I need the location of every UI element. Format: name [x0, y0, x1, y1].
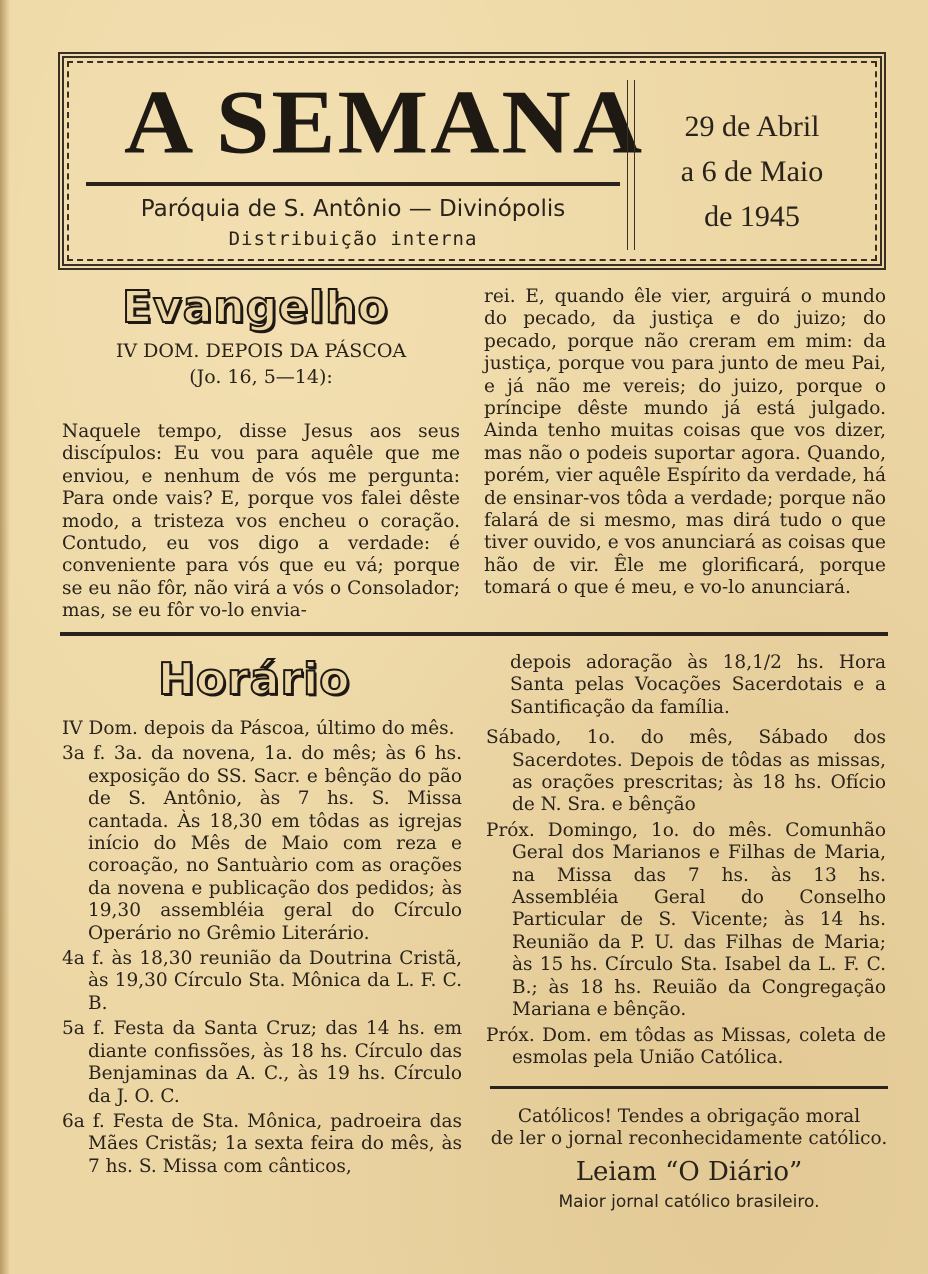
schedule-entry: Próx. Dom. em tôdas as Missas, coleta de esmolas pela União Católica.	[486, 1024, 886, 1068]
schedule-entry: 5a f. Festa da Santa Cruz; das 14 hs. em diante confissões, às 18 hs. Círculo das Benjaminas da A. C., às 19 hs. Círculo da J. O. C.	[62, 1018, 462, 1107]
date-line-2: a 6 de Maio	[680, 155, 824, 188]
gospel-text-right: rei. E, quando êle vier, arguirá o mundo do pecado, da justiça e do juizo; do pecado, porque não creram em mim: da justiça, porque vou para junto de meu Pai, e já não me vereis; do juizo, porque o príncipe dêste mundo já está julgado. Ainda tenho muitas coisas que vos dizer, mas não o podeis suportar agora. Quando, porém, vier aquêle Espírito da verdade, há de ensinar-vos tôda a verdade; porque não falará de si mesmo, mas dirá tudo o que tiver ouvido, e vos anunciará as coisas que hão de vir. Êle me glorificará, porque tomará o que é meu, e vo-lo anunciará.	[484, 286, 886, 599]
newspaper-title: A SEMANA	[124, 70, 645, 173]
schedule-entry: 3a f. 3a. da novena, 1a. do mês; às 6 hs. exposição do SS. Sacr. e bênção do pão de S. Antônio, às 7 hs. S. Missa cantada. Às 18,30 em tôdas as igrejas início do Mês de Maio com reza e coroação, no Santuàrio com as orações da novena e publicação dos pedidos; às 19,30 assembléia geral do Círculo Operário no Grêmio Literário.	[62, 743, 462, 944]
masthead-divider	[627, 80, 635, 250]
promo-line-1: Católicos! Tendes a obrigação moral	[517, 1106, 861, 1127]
section-divider	[60, 632, 888, 636]
schedule-right-column	[486, 652, 886, 1072]
schedule-entry: 4a f. às 18,30 reunião da Doutrina Cristã, às 19,30 Círculo Sta. Mônica da L. F. C. B.	[62, 948, 462, 1014]
page-edge-shadow	[0, 0, 10, 1274]
gospel-heading: Evangelho	[122, 282, 389, 333]
promo-line-4: Maior jornal católico brasileiro.	[558, 1191, 820, 1212]
promo-divider	[490, 1086, 888, 1089]
masthead-frame	[58, 52, 886, 270]
date-line-1: 29 de Abril	[684, 110, 820, 143]
gospel-reference: (Jo. 16, 5—14):	[189, 366, 333, 388]
schedule-entry: Próx. Domingo, 1o. do mês. Comunhão Geral dos Marianos e Filhas de Maria, na Missa das 7 hs. às 13 hs. Assembléia Geral do Conselho Particular de S. Vicente; às 14 hs. Reunião da P. U. das Filhas de Maria; às 15 hs. Círculo Sta. Isabel da L. F. C. B.; às 18 hs. Reuião da Congregação Mariana e bênção.	[486, 819, 886, 1021]
schedule-entry: IV Dom. depois da Páscoa, último do mês.	[62, 718, 455, 739]
date-line-3: de 1945	[704, 200, 800, 233]
gospel-text-left: Naquele tempo, disse Jesus aos seus discípulos: Eu vou para aquêle que me enviou, e nenhum de vós me pergunta: Para onde vais? E, porque vos falei dêste modo, a tristeza vos encheu o coração. Contudo, eu vos digo a verdade: é conveniente para vós que eu vá; porque se eu não fôr, não virá a vós o Consolador; mas, se eu fôr vo-lo envia-	[62, 421, 460, 622]
schedule-heading: Horário	[158, 654, 351, 705]
issue-date	[642, 104, 862, 239]
schedule-left-column	[62, 718, 462, 1181]
schedule-entry: Sábado, 1o. do mês, Sábado dos Sacerdotes. Depois de tôdas as missas, as orações prescritas; às 18 hs. Ofício de N. Sra. e bênção	[486, 727, 886, 816]
schedule-entry: 6a f. Festa de Sta. Mônica, padroeira das Mães Cristãs; 1a sexta feira do mês, às 7 hs. S. Missa com cânticos,	[62, 1110, 462, 1177]
promo-headline: Leiam “O Diário”	[575, 1156, 803, 1187]
gospel-subtitle: IV DOM. DEPOIS DA PÁSCOA	[115, 340, 407, 362]
parish-line: Paróquia de S. Antônio — Divinópolis	[140, 196, 566, 222]
distribution-note: Distribuição interna	[228, 228, 478, 250]
promo-box	[486, 1106, 892, 1213]
title-rule	[86, 182, 620, 186]
schedule-continuation: depois adoração às 18,1/2 hs. Hora Santa pelas Vocações Sacerdotais e a Santificação da família.	[510, 652, 886, 718]
promo-line-2: de ler o jornal reconhecidamente católico.	[490, 1128, 888, 1150]
